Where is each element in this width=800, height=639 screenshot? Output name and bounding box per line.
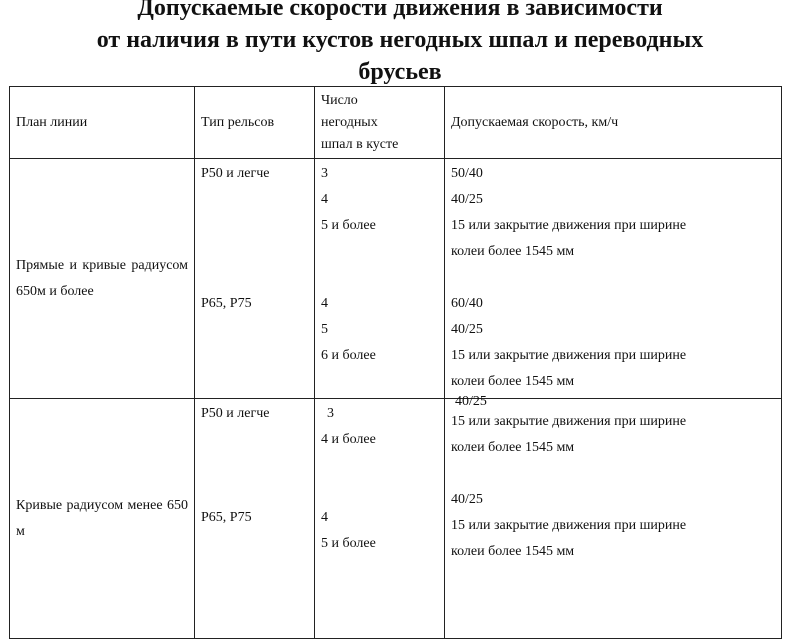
speed-table [9, 86, 782, 639]
count-value: 6 и более [321, 348, 376, 363]
header-plan: План линии [10, 87, 195, 159]
row1-rail [195, 159, 315, 399]
row1-count [315, 159, 445, 399]
row2-plan: Кривые радиусом менее 650 м [10, 399, 195, 639]
header-count-line-1: Число [321, 92, 358, 108]
row1-speed [445, 159, 782, 399]
row2-speed [445, 394, 782, 639]
speed-value: 60/40 [451, 296, 483, 311]
speed-value: колеи более 1545 мм [451, 440, 575, 455]
speed-value: 50/40 [451, 166, 483, 181]
speed-value: 40/25 [451, 492, 483, 507]
count-value: 3 [327, 406, 334, 421]
page-title [0, 0, 800, 88]
speed-value: 15 или закрытие движения при ширине [451, 414, 687, 429]
count-value: 4 [321, 296, 328, 311]
speed-value: 40/25 [451, 192, 483, 207]
title-line-3: брусьев [358, 59, 442, 85]
count-value: 4 [321, 510, 328, 525]
speed-value: колеи более 1545 мм [451, 374, 575, 389]
row1-plan: Прямые и кривые радиусом 650м и более [10, 159, 195, 399]
rail-type: Р50 и легче [201, 166, 270, 181]
title-line-2: от наличия в пути кустов негодных шпал и переводных [96, 27, 704, 53]
header-count-line-3: шпал в кусте [321, 136, 399, 152]
rail-type: Р65, Р75 [201, 296, 252, 311]
speed-value: 15 или закрытие движения при ширине [451, 218, 687, 233]
header-rail-type: Тип рельсов [195, 87, 315, 159]
row2-count [315, 399, 445, 639]
table-header-row [10, 87, 782, 159]
count-value: 5 и более [321, 218, 376, 233]
row2-rail [195, 399, 315, 639]
speed-value: колеи более 1545 мм [451, 544, 575, 559]
count-value: 3 [321, 166, 328, 181]
header-count-line-2: негодных [321, 114, 378, 130]
table-row [10, 159, 782, 399]
rail-type: Р65, Р75 [201, 510, 252, 525]
speed-value: колеи более 1545 мм [451, 244, 575, 259]
header-count [315, 87, 445, 159]
count-value: 4 и более [321, 432, 376, 447]
speed-value: 40/25 [451, 322, 483, 337]
count-value: 4 [321, 192, 328, 207]
header-speed: Допускаемая скорость, км/ч [445, 87, 782, 159]
table-row [10, 399, 782, 639]
count-value: 5 и более [321, 536, 376, 551]
speed-value: 15 или закрытие движения при ширине [451, 348, 687, 363]
speed-value: 40/25 [455, 394, 487, 409]
speed-value: 15 или закрытие движения при ширине [451, 518, 687, 533]
title-line-1: Допускаемые скорости движения в зависимости [137, 0, 663, 21]
count-value: 5 [321, 322, 328, 337]
rail-type: Р50 и легче [201, 406, 270, 421]
